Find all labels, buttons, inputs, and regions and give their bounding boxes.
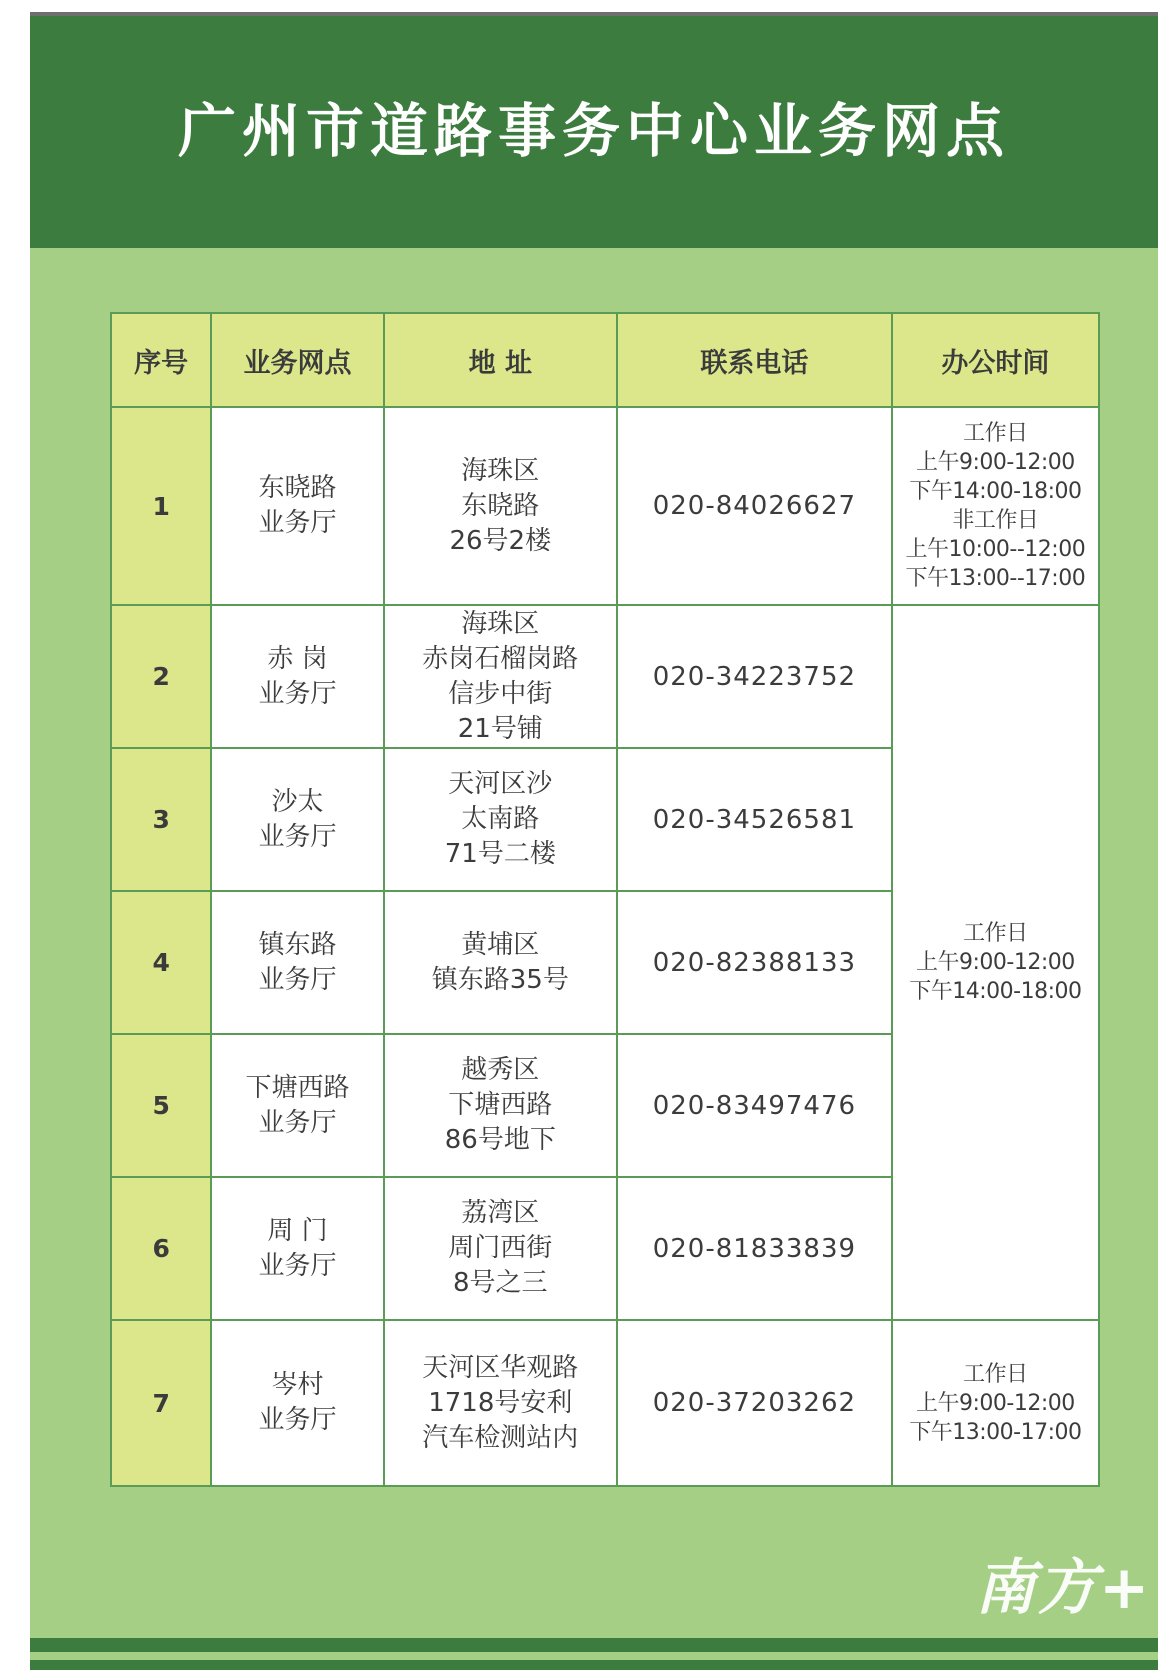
branch-name [211, 605, 383, 748]
address-line: 镇东路35号 [431, 964, 569, 995]
address-line: 海珠区 [461, 455, 540, 486]
address-line: 71号二楼 [444, 839, 556, 869]
address-line: 东晓路 [461, 490, 540, 521]
branch-name [211, 1320, 383, 1486]
branch-name [211, 891, 383, 1034]
branch-name [211, 748, 383, 891]
footer-stripe [30, 1638, 1158, 1652]
address-line: 8号之三 [453, 1268, 548, 1298]
address-line: 21号铺 [457, 713, 543, 744]
branch-phone: 020-34223752 [617, 605, 892, 748]
office-hours-group1 [892, 407, 1099, 605]
header-banner [30, 16, 1158, 248]
table-header-row [111, 313, 1099, 407]
address-line: 1718号安利 [428, 1387, 573, 1418]
row-seq: 6 [111, 1177, 211, 1320]
col-header-address: 地 址 [384, 313, 617, 407]
address-line: 荔湾区 [461, 1198, 540, 1228]
page-title: 广州市道路事务中心业务网点 [177, 97, 1010, 165]
hours-line: 工作日 [963, 1361, 1028, 1387]
branch-address [384, 891, 617, 1034]
table-row [111, 407, 1099, 605]
address-line: 26号2楼 [449, 525, 552, 556]
branch-name-line: 周 门 [267, 1215, 328, 1246]
row-seq: 1 [111, 407, 211, 605]
branch-name-line: 业务厅 [258, 964, 337, 995]
row-seq: 2 [111, 605, 211, 748]
table-row [111, 605, 1099, 748]
hours-line: 下午14:00-18:00 [909, 479, 1082, 504]
branch-name-line: 业务厅 [258, 1405, 337, 1435]
hours-line: 上午9:00-12:00 [916, 950, 1075, 975]
row-seq: 7 [111, 1320, 211, 1486]
footer-stripe [30, 1660, 1158, 1670]
address-line: 天河区华观路 [422, 1352, 579, 1383]
branch-address [384, 1320, 617, 1486]
branch-name [211, 1034, 383, 1177]
hours-line: 上午10:00--12:00 [905, 537, 1086, 562]
branch-name-line: 业务厅 [258, 1107, 337, 1138]
branch-name-line: 业务厅 [258, 508, 337, 538]
address-line: 太南路 [461, 804, 540, 834]
branch-name-line: 镇东路 [258, 929, 337, 960]
address-line: 下塘西路 [448, 1090, 553, 1120]
address-line: 海珠区 [461, 608, 540, 639]
col-header-seq: 序号 [111, 313, 211, 407]
hours-line: 工作日 [963, 921, 1028, 946]
col-header-hours: 办公时间 [892, 313, 1099, 407]
branch-name [211, 1177, 383, 1320]
branch-name-line: 下塘西路 [245, 1072, 350, 1103]
address-line: 信步中街 [448, 678, 553, 709]
col-header-phone: 联系电话 [617, 313, 892, 407]
address-line: 黄埔区 [461, 929, 540, 960]
office-hours-group3 [892, 1320, 1099, 1486]
address-line: 天河区沙 [448, 769, 553, 799]
row-seq: 5 [111, 1034, 211, 1177]
row-seq: 3 [111, 748, 211, 891]
address-line: 86号地下 [444, 1125, 556, 1155]
branch-address [384, 1177, 617, 1320]
address-line: 周门西街 [448, 1233, 553, 1263]
branch-table [110, 312, 1100, 1487]
row-seq: 4 [111, 891, 211, 1034]
hours-line: 下午14:00-18:00 [909, 979, 1082, 1004]
poster [30, 12, 1158, 1670]
hours-line: 上午9:00-12:00 [916, 1390, 1075, 1416]
hours-line: 上午9:00-12:00 [916, 450, 1075, 475]
branch-address [384, 748, 617, 891]
branch-name-line: 沙太 [271, 786, 324, 817]
table-row [111, 1320, 1099, 1486]
branch-address [384, 407, 617, 605]
hours-line: 下午13:00--17:00 [905, 566, 1086, 591]
branch-name-line: 业务厅 [258, 1250, 337, 1281]
branch-name-line: 岑村 [271, 1370, 324, 1400]
watermark-logo: 南方+ [975, 1553, 1152, 1623]
branch-phone: 020-82388133 [617, 891, 892, 1034]
address-line: 越秀区 [461, 1055, 540, 1085]
office-hours-group2 [892, 605, 1099, 1320]
hours-line: 工作日 [963, 421, 1028, 446]
hours-line: 下午13:00-17:00 [909, 1419, 1082, 1445]
branch-phone: 020-83497476 [617, 1034, 892, 1177]
branch-name-line: 业务厅 [258, 678, 337, 709]
branch-phone: 020-37203262 [617, 1320, 892, 1486]
branch-address [384, 1034, 617, 1177]
branch-phone: 020-34526581 [617, 748, 892, 891]
address-line: 汽车检测站内 [422, 1422, 579, 1453]
branch-name-line: 赤 岗 [267, 643, 328, 674]
branch-address [384, 605, 617, 748]
branch-name-line: 业务厅 [258, 821, 337, 852]
branch-phone: 020-84026627 [617, 407, 892, 605]
col-header-branch: 业务网点 [211, 313, 383, 407]
branch-phone: 020-81833839 [617, 1177, 892, 1320]
address-line: 赤岗石榴岗路 [422, 643, 579, 674]
branch-name [211, 407, 383, 605]
branch-name-line: 东晓路 [258, 473, 337, 503]
hours-line: 非工作日 [952, 508, 1039, 533]
